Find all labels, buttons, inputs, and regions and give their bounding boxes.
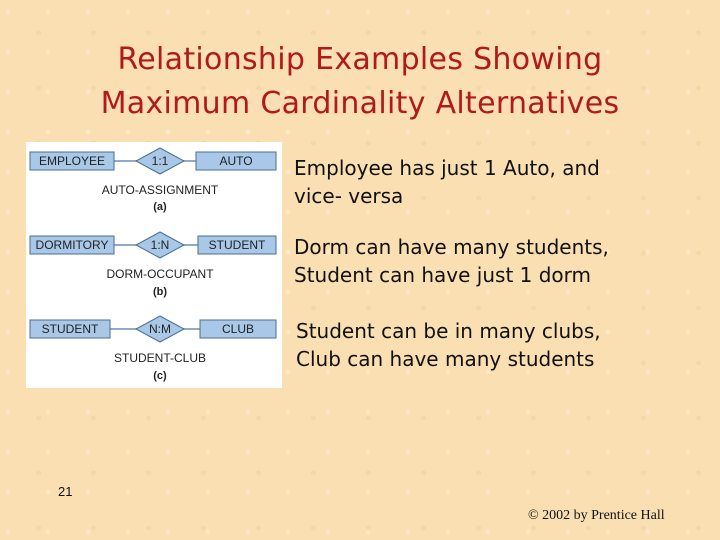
description-line: Employee has just 1 Auto, and [294,156,600,180]
entity-left-label: EMPLOYEE [38,154,106,168]
description-line: Student can be in many clubs, [296,319,601,343]
er-diagrams-svg [26,142,282,388]
diagram-c [30,316,276,382]
description-line: Club can have many students [296,347,595,371]
er-diagram-panel [26,142,282,388]
entity-right-label: CLUB [221,322,255,336]
description-line: Student can have just 1 dorm [294,263,592,287]
title-line-2: Maximum Cardinality Alternatives [100,86,620,121]
entity-left-label: DORMITORY [35,238,109,252]
slide-title [0,38,720,126]
page-number: 21 [58,484,73,499]
entity-right-label: STUDENT [208,238,266,252]
description-line: Dorm can have many students, [294,235,609,259]
relationship-name: STUDENT-CLUB [113,351,207,365]
relationship-name: DORM-OCCUPANT [106,267,214,281]
description-line: vice- versa [294,184,404,208]
cardinality-label: 1:N [150,238,170,252]
title-line-1: Relationship Examples Showing [117,42,603,77]
description-c [296,317,696,373]
entity-left-label: STUDENT [41,322,99,336]
description-b [294,233,694,289]
diagram-sublabel: (c) [153,370,167,382]
description-a [294,154,694,210]
diagram-b [30,232,276,298]
diagram-a [30,148,276,213]
diagram-sublabel: (b) [152,286,168,298]
cardinality-label: 1:1 [151,154,169,168]
cardinality-label: N:M [149,322,171,336]
entity-right-label: AUTO [219,154,253,168]
copyright-notice: © 2002 by Prentice Hall [528,508,665,523]
diagram-sublabel: (a) [153,201,167,213]
relationship-name: AUTO-ASSIGNMENT [101,183,219,197]
